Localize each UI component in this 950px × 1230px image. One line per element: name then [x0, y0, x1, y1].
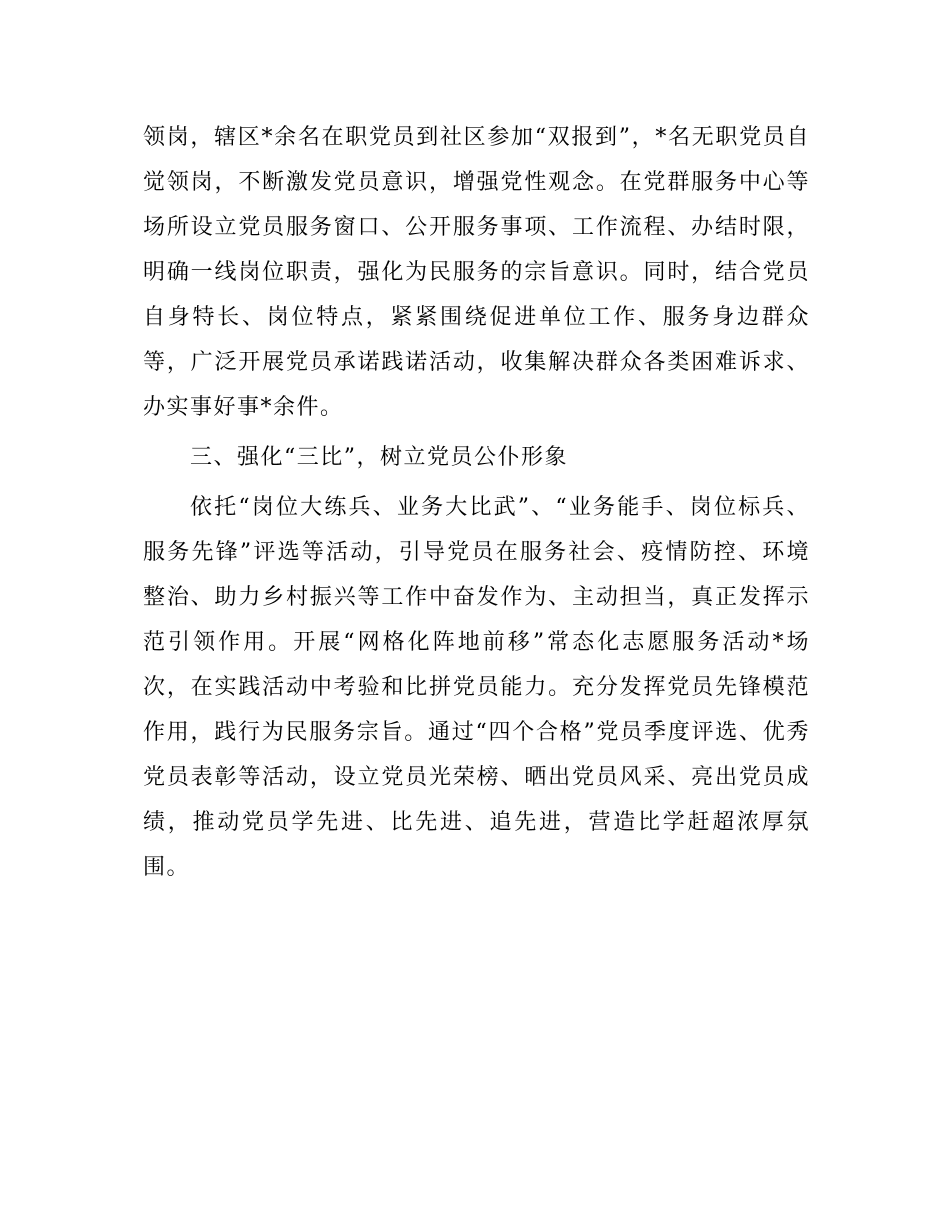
body-paragraph: 依托“岗位大练兵、业务大比武”、“业务能手、岗位标兵、服务先锋”评选等活动，引导党员在服务社会、疫情防控、环境整治、助力乡村振兴等工作中奋发作为、主动担当，真正发挥示范引领作用。开展“网格化阵地前移”常态化志愿服务活动*场次，在实践活动中考验和比拼党员能力。充分发挥党员先锋模范作用，践行为民服务宗旨。通过“四个合格”党员季度评选、优秀党员表彰等活动，设立党员光荣榜、晒出党员风采、亮出党员成绩，推动党员学先进、比先进、追先进，营造比学赶超浓厚氛围。 — [143, 495, 810, 880]
document-page — [143, 115, 810, 890]
section-heading-3: 三、强化“三比”，树立党员公仆形象 — [190, 445, 568, 470]
body-paragraph-continued: 领岗，辖区*余名在职党员到社区参加“双报到”，*名无职党员自觉领岗，不断激发党员意识，增强党性观念。在党群服务中心等场所设立党员服务窗口、公开服务事项、工作流程、办结时限，明确一线岗位职责，强化为民服务的宗旨意识。同时，结合党员自身特长、岗位特点，紧紧围绕促进单位工作、服务身边群众等，广泛开展党员承诺践诺活动，收集解决群众各类困难诉求、办实事好事*余件。 — [143, 125, 810, 420]
